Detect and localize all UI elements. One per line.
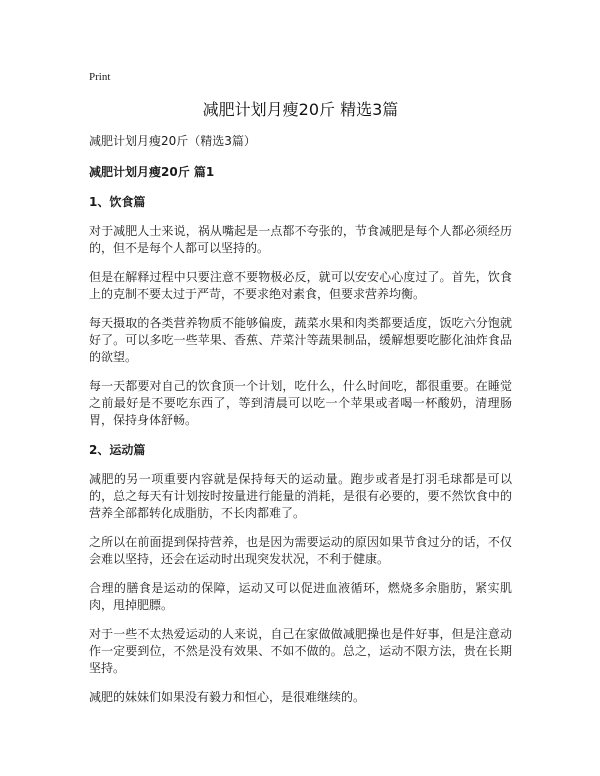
diet-paragraph: 每一天都要对自己的饮食顶一个计划，吃什么，什么时间吃，都很重要。在睡觉之前最好是不要吃东西了，等到清晨可以吃一个苹果或者喝一杯酸奶，清理肠胃，保持身体舒畅。: [89, 379, 512, 427]
diet-paragraph: 但是在解释过程中只要注意不要物极必反，就可以安安心心度过了。首先，饮食上的克制不要太过于严苛，不要求绝对素食，但要求营养均衡。: [89, 270, 512, 301]
diet-heading: 1、饮食篇: [89, 195, 146, 209]
diet-paragraph: 每天摄取的各类营养物质不能够偏废，蔬菜水果和肉类都要适度，饭吃六分饱就好了。可以多吃一些苹果、香蕉、芹菜汁等蔬果制品，缓解想要吃膨化油炸食品的欲望。: [89, 316, 512, 364]
exercise-paragraph: 对于一些不太热爱运动的人来说，自己在家做做减肥操也是件好事，但是注意动作一定要到位，不然是没有效果、不如不做的。总之，运动不限方法，贵在长期坚持。: [89, 627, 512, 675]
print-label: Print: [89, 71, 111, 83]
diet-paragraph: 对于减肥人士来说，祸从嘴起是一点都不夸张的，节食减肥是每个人都必须经历的，但不是每个人都可以坚持的。: [89, 224, 512, 255]
exercise-paragraph: 减肥的妹妹们如果没有毅力和恒心，是很难继续的。: [89, 690, 366, 704]
exercise-heading: 2、运动篇: [89, 443, 146, 457]
section-title: 减肥计划月瘦20斤 篇1: [89, 165, 215, 179]
exercise-paragraph: 之所以在前面提到保持营养，也是因为需要运动的原因如果节食过分的话，不仅会难以坚持，还会在运动时出现突发状况，不利于健康。: [89, 535, 512, 566]
exercise-paragraph: 合理的膳食是运动的保障，运动又可以促进血液循环，燃烧多余脂肪，紧实肌肉，甩掉肥膘。: [89, 581, 512, 612]
exercise-paragraph: 减肥的另一项重要内容就是保持每天的运动量。跑步或者是打羽毛球都是可以的，总之每天有计划按时按量进行能量的消耗，是很有必要的，要不然饮食中的营养全部都转化成脂肪，不长肉都难了。: [89, 472, 512, 520]
document-title: 减肥计划月瘦20斤 精选3篇: [202, 100, 399, 119]
document-subtitle: 减肥计划月瘦20斤（精选3篇）: [89, 134, 256, 148]
